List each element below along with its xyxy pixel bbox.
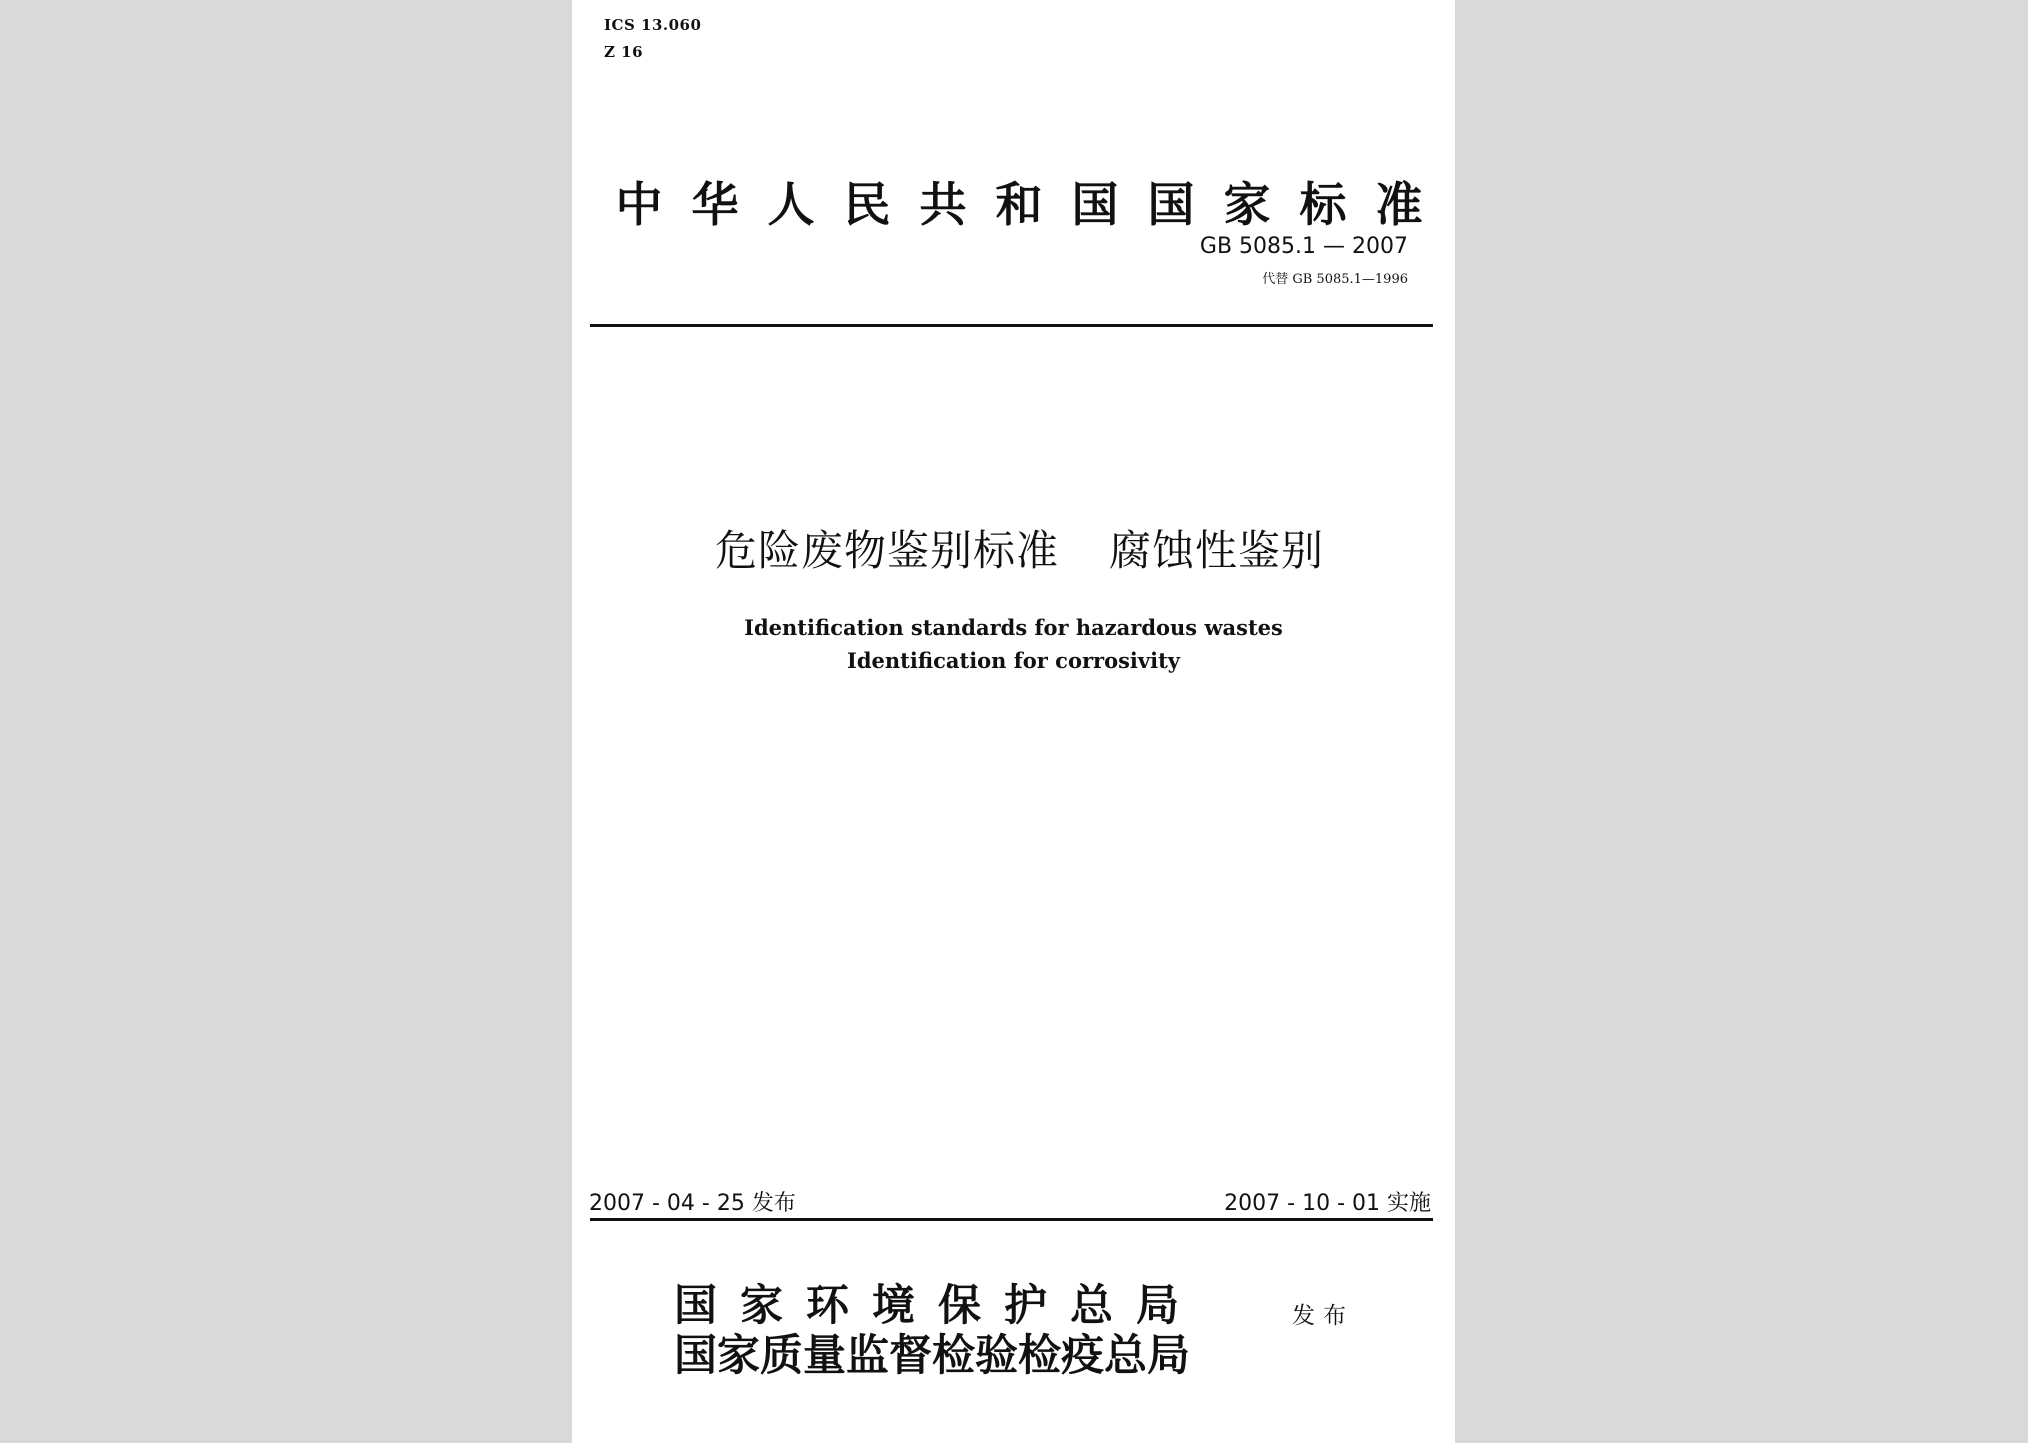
chinese-title (572, 518, 1455, 578)
ccs-code: Z 16 (604, 43, 644, 61)
bottom-divider (590, 1218, 1433, 1221)
chinese-title-part2: 腐蚀性鉴别 (1109, 526, 1325, 575)
top-divider (590, 324, 1433, 327)
national-standard-heading: 中华人民共和国国家标准 (615, 178, 1452, 233)
standard-number: GB 5085.1 — 2007 (1199, 234, 1408, 259)
implementation-date: 2007 - 10 - 01 实施 (1224, 1191, 1431, 1216)
published-label: 发布 (1292, 1303, 1354, 1329)
document-page (572, 0, 1455, 1443)
issue-date: 2007 - 04 - 25 发布 (589, 1191, 796, 1216)
english-title-line2: Identification for corrosivity (847, 648, 1180, 673)
ics-code: ICS 13.060 (604, 16, 702, 34)
issuer-environment: 国家环境保护总局 (674, 1281, 1202, 1331)
english-title-line1: Identification standards for hazardous wastes (744, 615, 1283, 640)
chinese-title-part1: 危险废物鉴别标准 (714, 526, 1059, 575)
issuer-quality: 国家质量监督检验检疫总局 (674, 1331, 1190, 1381)
replaces-note: 代替 GB 5085.1—1996 (1262, 272, 1408, 287)
